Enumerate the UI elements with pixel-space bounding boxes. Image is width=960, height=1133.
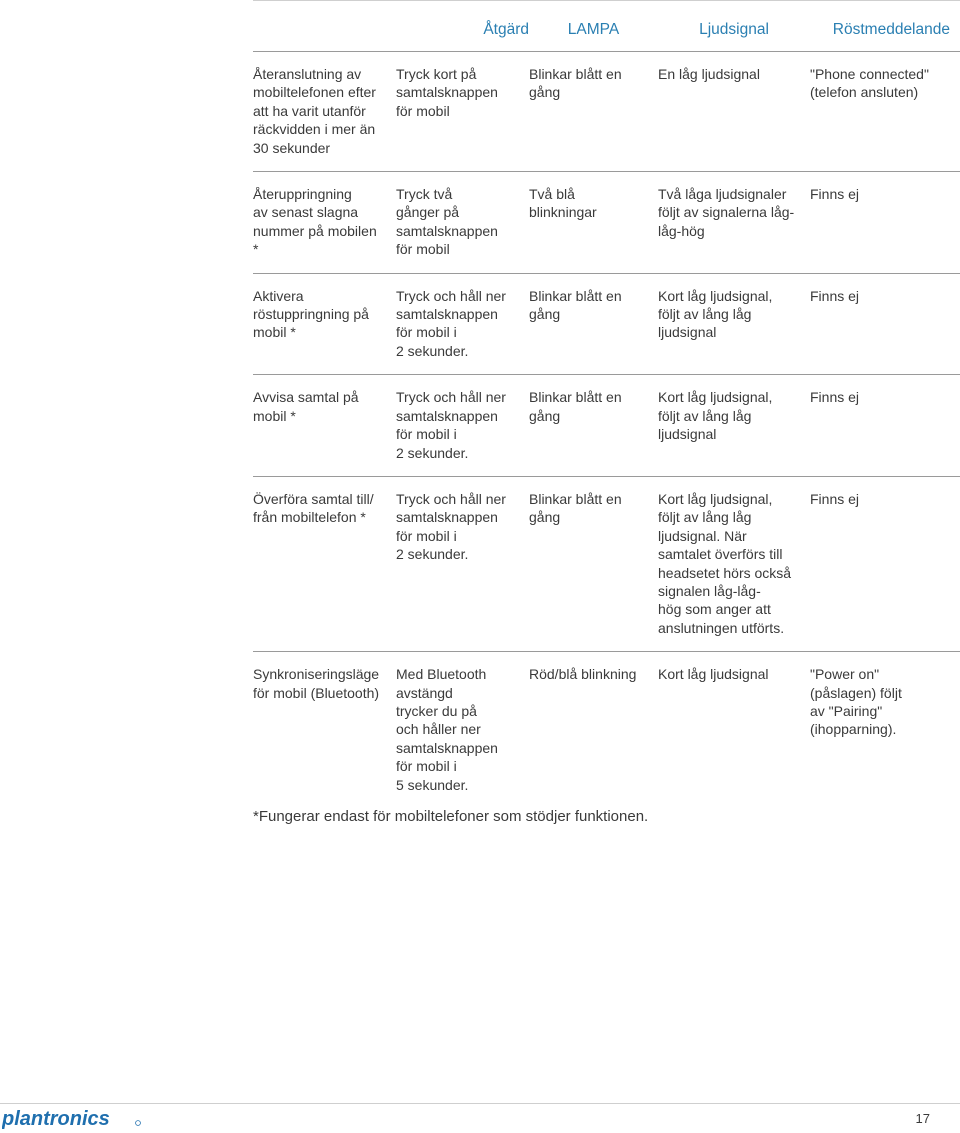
registered-mark-icon (136, 1121, 141, 1126)
table-row (253, 374, 960, 476)
table-header (253, 8, 960, 51)
cell-tone: Kort låg ljudsignal, följt av lång låg ljudsignal (658, 287, 773, 341)
table-row (253, 273, 960, 375)
cell-lamp: Blinkar blått en gång (529, 66, 622, 101)
cell-voice: Finns ej (810, 490, 860, 507)
header-lamp: LAMPA (567, 20, 620, 38)
cell-function: Aktivera röstuppringning på mobil * (253, 287, 369, 341)
header-voice: Röstmeddelande (832, 20, 950, 38)
cell-voice: Finns ej (810, 186, 860, 203)
cell-action: Tryck två gånger på samtalsknappen för mobil (396, 186, 498, 258)
cell-function: Återuppringning av senast slagna nummer på mobilen * (253, 186, 377, 258)
feature-table (253, 8, 960, 808)
cell-tone: Kort låg ljudsignal, följt av lång låg ljudsignal (658, 389, 773, 443)
header-action: Åtgärd (483, 20, 529, 38)
header-tone: Ljudsignal (699, 20, 769, 38)
cell-lamp: Två blå blinkningar (529, 186, 597, 221)
cell-lamp: Röd/blå blinkning (529, 666, 637, 683)
cell-voice: "Phone connected" (telefon ansluten) (810, 66, 929, 101)
cell-tone: Kort låg ljudsignal, följt av lång låg ljudsignal. När samtalet överförs till headsetet hörs också signalen låg-låg- hög som anger att anslutningen utförts. (658, 490, 792, 636)
cell-voice: "Power on" (påslagen) följt av "Pairing" (ihopparning). (810, 666, 902, 738)
cell-tone: En låg ljudsignal (658, 66, 760, 82)
cell-action: Med Bluetooth avstängd trycker du på och håller ner samtalsknappen för mobil i 5 sekunder. (396, 666, 498, 793)
logo-wordmark: plantronics (2, 1108, 110, 1130)
top-rule (253, 0, 960, 1)
table-row (253, 651, 960, 808)
table-row (253, 51, 960, 171)
cell-action: Tryck och håll ner samtalsknappen för mobil i 2 sekunder. (396, 389, 506, 461)
cell-lamp: Blinkar blått en gång (529, 490, 622, 526)
cell-voice: Finns ej (810, 287, 860, 304)
cell-function: Återanslutning av mobiltelefonen efter att ha varit utanför räckvidden i mer än 30 sekunder (253, 66, 376, 156)
cell-tone: Två låga ljudsignaler följt av signalerna låg- låg-hög (658, 186, 795, 239)
page-number: 17 (915, 1111, 930, 1126)
cell-action: Tryck kort på samtalsknappen för mobil (396, 66, 498, 119)
table-row (253, 476, 960, 651)
cell-function: Synkroniseringsläge för mobil (Bluetooth) (253, 666, 380, 701)
cell-function: Överföra samtal till/ från mobiltelefon * (253, 490, 374, 526)
cell-lamp: Blinkar blått en gång (529, 389, 622, 424)
cell-voice: Finns ej (810, 389, 860, 406)
cell-function: Avvisa samtal på mobil * (253, 389, 359, 424)
cell-tone: Kort låg ljudsignal (658, 666, 769, 683)
footer-rule (0, 1103, 960, 1104)
cell-action: Tryck och håll ner samtalsknappen för mobil i 2 sekunder. (396, 490, 506, 563)
footnote: *Fungerar endast för mobiltelefoner som stödjer funktionen. (253, 808, 649, 825)
table-row (253, 171, 960, 273)
plantronics-logo (2, 1105, 142, 1131)
cell-action: Tryck och håll ner samtalsknappen för mobil i 2 sekunder. (396, 287, 506, 359)
cell-lamp: Blinkar blått en gång (529, 287, 622, 323)
